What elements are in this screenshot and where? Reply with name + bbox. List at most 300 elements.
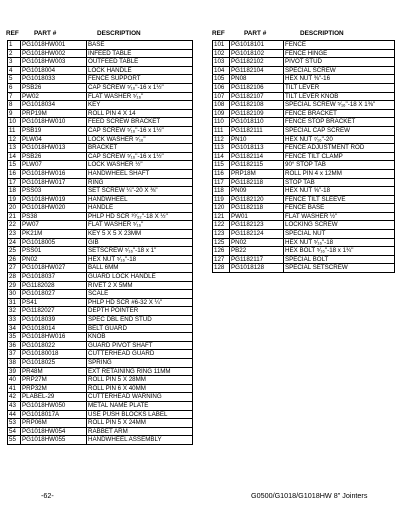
ref-cell: 17: [8, 178, 21, 187]
table-row: [8, 169, 193, 178]
description-cell: FENCE BASE: [284, 204, 395, 213]
ref-cell: 41: [8, 384, 21, 393]
ref-cell: 15: [8, 161, 21, 170]
description-cell: RABBET ARM: [87, 427, 193, 436]
ref-cell: 53: [8, 419, 21, 428]
ref-cell: 40: [8, 376, 21, 385]
description-cell: FENCE ADJUSTMENT ROD: [284, 144, 395, 153]
description-cell: HEX NUT ⅜"-16: [284, 75, 395, 84]
left-header-part: PART #: [34, 30, 57, 37]
table-row: [8, 41, 193, 50]
ref-cell: 2: [8, 49, 21, 58]
table-row: [8, 410, 193, 419]
description-cell: SETSCREW ⁵⁄₁₆"-18 x 1": [87, 247, 193, 256]
description-cell: SPECIAL CAP SCREW: [284, 126, 395, 135]
table-row: [8, 221, 193, 230]
table-row: [8, 350, 193, 359]
ref-cell: 102: [213, 49, 230, 58]
description-cell: FEED SCREW BRACKET: [87, 118, 193, 127]
table-row: [8, 187, 193, 196]
ref-cell: 24: [8, 238, 21, 247]
part-number-cell: PW01: [230, 212, 284, 221]
part-number-cell: PG1182106: [230, 83, 284, 92]
description-cell: METAL NAME PLATE: [87, 401, 193, 410]
part-number-cell: PG1018037: [21, 273, 87, 282]
part-number-cell: PSB26: [21, 152, 87, 161]
table-row: [8, 238, 193, 247]
table-row: [8, 195, 193, 204]
table-row: [213, 118, 395, 127]
description-cell: SET SCREW ¼"-20 X ⅜": [87, 187, 193, 196]
part-number-cell: PG1018017A: [21, 410, 87, 419]
part-number-cell: PG1018102: [230, 49, 284, 58]
part-number-cell: PSB26: [21, 83, 87, 92]
description-cell: BASE: [87, 41, 193, 50]
description-cell: TILT LEVER: [284, 83, 395, 92]
description-cell: KEY: [87, 101, 193, 110]
description-cell: CUTTERHEAD GUARD: [87, 350, 193, 359]
description-cell: LOCK WASHER ⁵⁄₁₆": [87, 135, 193, 144]
part-number-cell: PG1182107: [230, 92, 284, 101]
part-number-cell: PG1182115: [230, 161, 284, 170]
part-number-cell: PRP32M: [21, 384, 87, 393]
table-row: [213, 83, 395, 92]
description-cell: CUTTERHEAD WARNING: [87, 393, 193, 402]
ref-cell: 35: [8, 333, 21, 342]
ref-cell: 108: [213, 101, 230, 110]
table-row: [8, 341, 193, 350]
part-number-cell: PLW07: [21, 161, 87, 170]
ref-cell: 101: [213, 41, 230, 50]
part-number-cell: PRP27M: [21, 376, 87, 385]
part-number-cell: PG1182109: [230, 109, 284, 118]
part-number-cell: PR48M: [21, 367, 87, 376]
ref-cell: 128: [213, 264, 230, 273]
table-row: [213, 75, 395, 84]
part-number-cell: PG1182124: [230, 230, 284, 239]
part-number-cell: PG1018HW010: [21, 118, 87, 127]
ref-cell: 28: [8, 273, 21, 282]
ref-cell: 116: [213, 169, 230, 178]
description-cell: CAP SCREW ⁵⁄₁₆"-16 x 1½": [87, 83, 193, 92]
table-row: [8, 58, 193, 67]
part-number-cell: PG1018HW020: [21, 204, 87, 213]
table-row: [213, 161, 395, 170]
part-number-cell: PSB19: [21, 126, 87, 135]
ref-cell: 37: [8, 350, 21, 359]
table-row: [8, 83, 193, 92]
description-cell: RIVET 2 X 5MM: [87, 281, 193, 290]
part-number-cell: PG1018HW054: [21, 427, 87, 436]
table-row: [8, 101, 193, 110]
description-cell: BELT GUARD: [87, 324, 193, 333]
description-cell: HANDWHEEL: [87, 195, 193, 204]
description-cell: SCALE: [87, 290, 193, 299]
part-number-cell: PG1018128: [230, 264, 284, 273]
table-row: [8, 273, 193, 282]
ref-cell: 113: [213, 144, 230, 153]
part-number-cell: PG1018004: [21, 66, 87, 75]
description-cell: ROLL PIN 5 X 24MM: [87, 419, 193, 428]
description-cell: HEX NUT ⁷⁄₁₆"-20: [284, 135, 395, 144]
ref-cell: 20: [8, 204, 21, 213]
table-row: [8, 367, 193, 376]
ref-cell: 118: [213, 187, 230, 196]
ref-cell: 11: [8, 126, 21, 135]
description-cell: OUTFEED TABLE: [87, 58, 193, 67]
description-cell: SPEC DBL END STUD: [87, 316, 193, 325]
description-cell: HANDWHEEL ASSEMBLY: [87, 436, 193, 445]
table-row: [213, 264, 395, 273]
table-row: [8, 178, 193, 187]
part-number-cell: PG1018025: [21, 358, 87, 367]
description-cell: FLAT WASHER ½": [284, 212, 395, 221]
description-cell: LOCKING SCREW: [284, 221, 395, 230]
part-number-cell: PG1182120: [230, 195, 284, 204]
table-row: [8, 255, 193, 264]
description-cell: CAP SCREW ⁵⁄₁₆"-16 x 1½": [87, 152, 193, 161]
description-cell: FENCE HINGE: [284, 49, 395, 58]
table-row: [8, 307, 193, 316]
description-cell: ROLL PIN 5 X 28MM: [87, 376, 193, 385]
description-cell: FENCE SUPPORT: [87, 75, 193, 84]
part-number-cell: PN09: [230, 187, 284, 196]
part-number-cell: PG1018HW017: [21, 178, 87, 187]
part-number-cell: PG1018HW003: [21, 58, 87, 67]
ref-cell: 39: [8, 367, 21, 376]
table-row: [8, 75, 193, 84]
part-number-cell: PG1018HW002: [21, 49, 87, 58]
part-number-cell: PG1182118: [230, 178, 284, 187]
part-number-cell: PG1018HW016: [21, 169, 87, 178]
part-number-cell: PG1018HW001: [21, 41, 87, 50]
description-cell: SPECIAL SCREW: [284, 66, 395, 75]
part-number-cell: PG1018HW027: [21, 264, 87, 273]
part-number-cell: PG1018HW055: [21, 436, 87, 445]
table-row: [8, 161, 193, 170]
description-cell: DEPTH POINTER: [87, 307, 193, 316]
table-row: [213, 135, 395, 144]
description-cell: GUARD PIVOT SHAFT: [87, 341, 193, 350]
ref-cell: 27: [8, 264, 21, 273]
table-row: [213, 195, 395, 204]
table-row: [8, 401, 193, 410]
part-number-cell: PG1182123: [230, 221, 284, 230]
part-number-cell: PN08: [230, 75, 284, 84]
part-number-cell: PN10: [230, 135, 284, 144]
table-row: [8, 230, 193, 239]
description-cell: FENCE BRACKET: [284, 109, 395, 118]
table-row: [213, 247, 395, 256]
table-row: [213, 109, 395, 118]
table-row: [8, 49, 193, 58]
part-number-cell: PLW04: [21, 135, 87, 144]
part-number-cell: PG1018034: [21, 101, 87, 110]
table-row: [213, 152, 395, 161]
ref-cell: 112: [213, 135, 230, 144]
right-header-ref: REF: [212, 30, 225, 37]
table-row: [8, 324, 193, 333]
description-cell: ROLL PIN 6 X 40MM: [87, 384, 193, 393]
ref-cell: 103: [213, 58, 230, 67]
part-number-cell: PS38: [21, 212, 87, 221]
table-row: [8, 427, 193, 436]
ref-cell: 121: [213, 212, 230, 221]
part-number-cell: PG1182114: [230, 152, 284, 161]
ref-cell: 30: [8, 290, 21, 299]
part-number-cell: PG1182028: [21, 281, 87, 290]
part-number-cell: PK21M: [21, 230, 87, 239]
description-cell: HANDWHEEL SHAFT: [87, 169, 193, 178]
description-cell: SPECIAL SCREW ⁵⁄₁₆"-18 X 1⅜": [284, 101, 395, 110]
ref-cell: 25: [8, 247, 21, 256]
description-cell: PHLP HD SCR ¹⁰⁄₃₂"-18 X ½": [87, 212, 193, 221]
description-cell: TILT LEVER KNOB: [284, 92, 395, 101]
part-number-cell: PG1182108: [230, 101, 284, 110]
part-number-cell: PRP19M: [21, 109, 87, 118]
model-title: G0500/G1018/G1018HW 8" Jointers: [251, 491, 368, 500]
description-cell: SPECIAL BOLT: [284, 255, 395, 264]
part-number-cell: PN02: [21, 255, 87, 264]
table-row: [213, 92, 395, 101]
ref-cell: 10: [8, 118, 21, 127]
table-row: [213, 101, 395, 110]
table-row: [213, 126, 395, 135]
description-cell: HEX NUT ⁵⁄₁₆"-18: [87, 255, 193, 264]
part-number-cell: PG1018022: [21, 341, 87, 350]
ref-cell: 33: [8, 316, 21, 325]
ref-cell: 14: [8, 152, 21, 161]
ref-cell: 106: [213, 83, 230, 92]
table-row: [213, 212, 395, 221]
ref-cell: 7: [8, 92, 21, 101]
table-row: [213, 230, 395, 239]
ref-cell: 55: [8, 436, 21, 445]
description-cell: ROLL PIN 4 X 14: [87, 109, 193, 118]
part-number-cell: PSS01: [21, 247, 87, 256]
ref-cell: 26: [8, 255, 21, 264]
description-cell: EXT RETAINING RING 11MM: [87, 367, 193, 376]
description-cell: HANDLE: [87, 204, 193, 213]
table-row: [8, 152, 193, 161]
part-number-cell: PRP06M: [21, 419, 87, 428]
part-number-cell: PG1018014: [21, 324, 87, 333]
table-row: [8, 290, 193, 299]
ref-cell: 1: [8, 41, 21, 50]
description-cell: PHLP HD SCR #6-32 X ¼": [87, 298, 193, 307]
ref-cell: 5: [8, 75, 21, 84]
ref-cell: 9: [8, 109, 21, 118]
ref-cell: 6: [8, 83, 21, 92]
part-number-cell: PG1182117: [230, 255, 284, 264]
left-header-ref: REF: [6, 30, 19, 37]
part-number-cell: PG1018110: [230, 118, 284, 127]
table-row: [8, 118, 193, 127]
part-number-cell: PG1018HW013: [21, 144, 87, 153]
part-number-cell: PG1018033: [21, 75, 87, 84]
ref-cell: 32: [8, 307, 21, 316]
part-number-cell: PB22: [230, 247, 284, 256]
part-number-cell: PW07: [21, 221, 87, 230]
table-row: [213, 178, 395, 187]
part-number-cell: PG10180018: [21, 350, 87, 359]
description-cell: ROLL PIN 4 x 12MM: [284, 169, 395, 178]
table-row: [8, 393, 193, 402]
ref-cell: 115: [213, 161, 230, 170]
table-row: [8, 281, 193, 290]
part-number-cell: PG1018113: [230, 144, 284, 153]
description-cell: FENCE TILT CLAMP: [284, 152, 395, 161]
part-number-cell: PG1018HW016: [21, 333, 87, 342]
part-number-cell: PG1018HW019: [21, 195, 87, 204]
table-row: [8, 384, 193, 393]
ref-cell: 31: [8, 298, 21, 307]
ref-cell: 127: [213, 255, 230, 264]
ref-cell: 120: [213, 204, 230, 213]
ref-cell: 13: [8, 144, 21, 153]
ref-cell: 107: [213, 92, 230, 101]
part-number-cell: PLABEL-29: [21, 393, 87, 402]
ref-cell: 54: [8, 427, 21, 436]
right-parts-table: [212, 40, 395, 273]
description-cell: LOCK HANDLE: [87, 66, 193, 75]
part-number-cell: PW02: [21, 92, 87, 101]
table-row: [8, 109, 193, 118]
description-cell: FLAT WASHER ⁵⁄₁₆": [87, 92, 193, 101]
description-cell: SPECIAL SETSCREW: [284, 264, 395, 273]
description-cell: SPRING: [87, 358, 193, 367]
ref-cell: 38: [8, 358, 21, 367]
description-cell: LOCK WASHER ½": [87, 161, 193, 170]
part-number-cell: PS41: [21, 298, 87, 307]
description-cell: HEX NUT ⁵⁄₁₆"-18: [284, 238, 395, 247]
part-number-cell: PG1182102: [230, 58, 284, 67]
ref-cell: 125: [213, 238, 230, 247]
ref-cell: 117: [213, 178, 230, 187]
table-row: [8, 333, 193, 342]
ref-cell: 126: [213, 247, 230, 256]
ref-cell: 104: [213, 66, 230, 75]
ref-cell: 8: [8, 101, 21, 110]
ref-cell: 34: [8, 324, 21, 333]
description-cell: RING: [87, 178, 193, 187]
page-number: -62-: [41, 491, 54, 500]
description-cell: FENCE TILT SLEEVE: [284, 195, 395, 204]
ref-cell: 4: [8, 66, 21, 75]
ref-cell: 44: [8, 410, 21, 419]
part-number-cell: PG1018039: [21, 316, 87, 325]
table-row: [8, 358, 193, 367]
ref-cell: 29: [8, 281, 21, 290]
table-row: [213, 66, 395, 75]
ref-cell: 18: [8, 187, 21, 196]
part-number-cell: PG1018HW050: [21, 401, 87, 410]
table-row: [8, 436, 193, 445]
description-cell: BALL 6MM: [87, 264, 193, 273]
part-number-cell: PG1182104: [230, 66, 284, 75]
description-cell: 90° STOP TAB: [284, 161, 395, 170]
left-parts-table: [7, 40, 193, 445]
table-row: [8, 264, 193, 273]
table-row: [8, 212, 193, 221]
ref-cell: 21: [8, 212, 21, 221]
right-header-part: PART #: [244, 30, 267, 37]
table-row: [8, 376, 193, 385]
table-row: [8, 66, 193, 75]
table-row: [213, 49, 395, 58]
description-cell: PIVOT STUD: [284, 58, 395, 67]
description-cell: BRACKET: [87, 144, 193, 153]
table-row: [8, 92, 193, 101]
ref-cell: 12: [8, 135, 21, 144]
description-cell: HEX BOLT ⁵⁄₁₆"-18 x 1¾": [284, 247, 395, 256]
part-number-cell: PRP18M: [230, 169, 284, 178]
ref-cell: 22: [8, 221, 21, 230]
right-header-description: DESCRIPTION: [300, 30, 344, 37]
table-row: [213, 204, 395, 213]
table-row: [213, 58, 395, 67]
part-number-cell: PG1182111: [230, 126, 284, 135]
table-row: [213, 238, 395, 247]
ref-cell: 123: [213, 230, 230, 239]
ref-cell: 19: [8, 195, 21, 204]
table-row: [213, 169, 395, 178]
ref-cell: 23: [8, 230, 21, 239]
part-number-cell: PN02: [230, 238, 284, 247]
table-row: [213, 187, 395, 196]
part-number-cell: PG1182027: [21, 307, 87, 316]
ref-cell: 42: [8, 393, 21, 402]
part-number-cell: PSS03: [21, 187, 87, 196]
ref-cell: 114: [213, 152, 230, 161]
table-row: [8, 126, 193, 135]
ref-cell: 36: [8, 341, 21, 350]
ref-cell: 109: [213, 109, 230, 118]
description-cell: CAP SCREW ⁵⁄₁₆"-16 x 1½": [87, 126, 193, 135]
part-number-cell: PG1018005: [21, 238, 87, 247]
description-cell: FENCE STOP BRACKET: [284, 118, 395, 127]
ref-cell: 105: [213, 75, 230, 84]
ref-cell: 43: [8, 401, 21, 410]
table-row: [8, 204, 193, 213]
ref-cell: 122: [213, 221, 230, 230]
table-row: [8, 135, 193, 144]
ref-cell: 3: [8, 58, 21, 67]
table-row: [8, 298, 193, 307]
table-row: [8, 419, 193, 428]
table-row: [213, 41, 395, 50]
part-number-cell: PG1018027: [21, 290, 87, 299]
left-header-description: DESCRIPTION: [97, 30, 141, 37]
table-row: [213, 255, 395, 264]
table-row: [8, 144, 193, 153]
table-row: [213, 221, 395, 230]
ref-cell: 16: [8, 169, 21, 178]
description-cell: KNOB: [87, 333, 193, 342]
table-row: [8, 316, 193, 325]
description-cell: STOP TAB: [284, 178, 395, 187]
description-cell: HEX NUT ⅝"-18: [284, 187, 395, 196]
ref-cell: 110: [213, 118, 230, 127]
description-cell: FLAT WASHER ⁵⁄₁₆": [87, 221, 193, 230]
part-number-cell: PG1182118: [230, 204, 284, 213]
description-cell: INFEED TABLE: [87, 49, 193, 58]
table-row: [8, 247, 193, 256]
description-cell: USE PUSH BLOCKS LABEL: [87, 410, 193, 419]
table-row: [213, 144, 395, 153]
ref-cell: 119: [213, 195, 230, 204]
description-cell: KEY 5 X 5 X 23MM: [87, 230, 193, 239]
